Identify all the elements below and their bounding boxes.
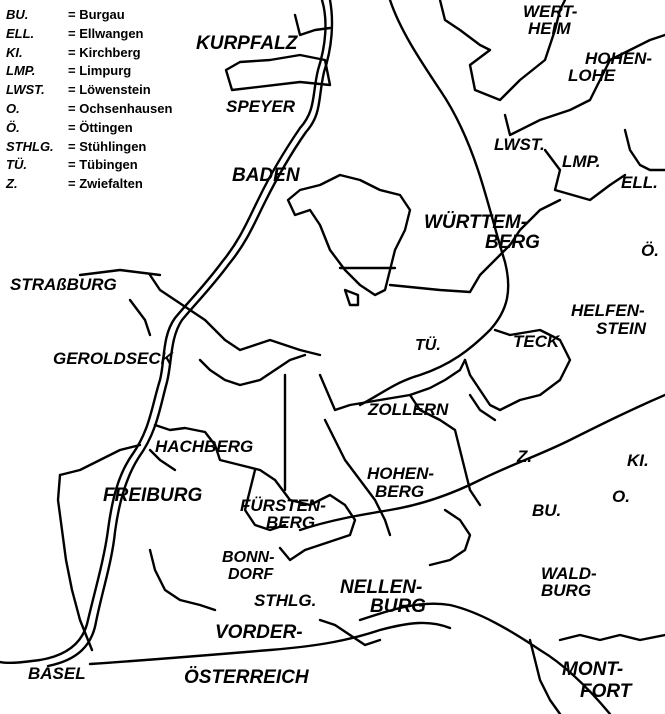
legend-name: = Zwiefalten: [68, 176, 143, 192]
legend-name: = Limpurg: [68, 63, 132, 79]
label-bonndorf-1: BONN-: [222, 549, 275, 566]
legend-abbr: LMP.: [6, 63, 36, 79]
label-lwst: LWST.: [494, 135, 545, 154]
label-hohenlohe-2: LOHE: [568, 66, 616, 85]
label-tue: TÜ.: [415, 337, 441, 354]
label-teck: TECK: [513, 332, 560, 351]
legend-name: = Burgau: [68, 7, 125, 22]
legend-abbr: BU.: [6, 7, 29, 22]
legend-row: [6, 25, 172, 44]
label-nellenburg-2: BURG: [370, 596, 426, 617]
legend-abbr: TÜ.: [6, 157, 27, 173]
label-bonndorf-2: DORF: [228, 566, 274, 583]
label-sthlg: STHLG.: [254, 591, 317, 610]
legend-name: = Tübingen: [68, 157, 138, 173]
label-vorder: VORDER-: [215, 622, 303, 643]
legend-row: [6, 6, 172, 25]
label-waldburg-2: BURG: [541, 581, 592, 600]
legend-row: [6, 81, 172, 100]
legend-row: [6, 156, 172, 175]
label-wertheim-2: HEIM: [528, 19, 571, 38]
legend-abbr: Z.: [6, 176, 18, 192]
legend-abbr: STHLG.: [6, 138, 54, 154]
label-z: Z.: [517, 447, 533, 466]
label-hohenlohe-1: HOHEN-: [585, 49, 653, 68]
label-ki: KI.: [627, 451, 649, 470]
legend-row: [6, 100, 172, 119]
label-lmp: LMP.: [562, 152, 601, 171]
label-basel: BASEL: [28, 664, 86, 683]
label-fuerstenberg-1: FÜRSTEN-: [240, 496, 326, 515]
label-hachberg: HACHBERG: [155, 437, 254, 456]
legend-name: = Löwenstein: [68, 82, 151, 98]
label-oe: Ö.: [641, 241, 659, 260]
label-baden: BADEN: [232, 165, 300, 186]
legend-row: [6, 62, 172, 81]
label-kurpfalz: KURPFALZ: [196, 33, 298, 54]
label-geroldseck: GEROLDSECK: [53, 349, 173, 368]
label-freiburg: FREIBURG: [103, 485, 203, 506]
danube-river: [300, 395, 665, 530]
label-hohenberg-1: HOHEN-: [367, 464, 435, 483]
label-hohenberg-2: BERG: [375, 482, 425, 501]
label-zollern: ZOLLERN: [368, 400, 449, 419]
legend-abbr: LWST.: [6, 82, 45, 98]
label-fuerstenberg-2: BERG: [266, 513, 316, 532]
label-wuerttemberg-1: WÜRTTEM-: [424, 212, 528, 233]
legend: [6, 6, 172, 194]
legend-name: = Kirchberg: [68, 44, 141, 60]
label-speyer: SPEYER: [226, 97, 295, 116]
label-helfenstein-1: HELFEN-: [571, 301, 645, 320]
legend-abbr: ELL.: [6, 25, 35, 41]
legend-row: [6, 138, 172, 157]
legend-name: = Ochsenhausen: [68, 100, 173, 116]
label-montfort-1: MONT-: [562, 659, 624, 680]
label-ell: ELL.: [621, 173, 658, 192]
legend-abbr: Ö.: [6, 119, 20, 135]
label-waldburg-1: WALD-: [541, 564, 597, 583]
legend-name: = Öttingen: [68, 119, 133, 135]
label-bu: BU.: [532, 501, 562, 520]
label-nellenburg-1: NELLEN-: [340, 577, 423, 598]
legend-abbr: KI.: [6, 44, 23, 60]
label-oesterreich: ÖSTERREICH: [184, 667, 309, 688]
label-wuerttemberg-2: BERG: [485, 232, 540, 253]
label-helfenstein-2: STEIN: [596, 319, 647, 338]
legend-name: = Stühlingen: [68, 138, 147, 154]
label-o: O.: [612, 487, 630, 506]
legend-row: [6, 44, 172, 63]
legend-abbr: O.: [6, 100, 20, 116]
label-wertheim-1: WERT-: [523, 2, 578, 21]
legend-row: [6, 175, 172, 194]
label-strassburg: STRAßBURG: [10, 275, 117, 294]
legend-row: [6, 119, 172, 138]
legend-name: = Ellwangen: [68, 25, 144, 41]
label-montfort-2: FORT: [580, 681, 632, 702]
